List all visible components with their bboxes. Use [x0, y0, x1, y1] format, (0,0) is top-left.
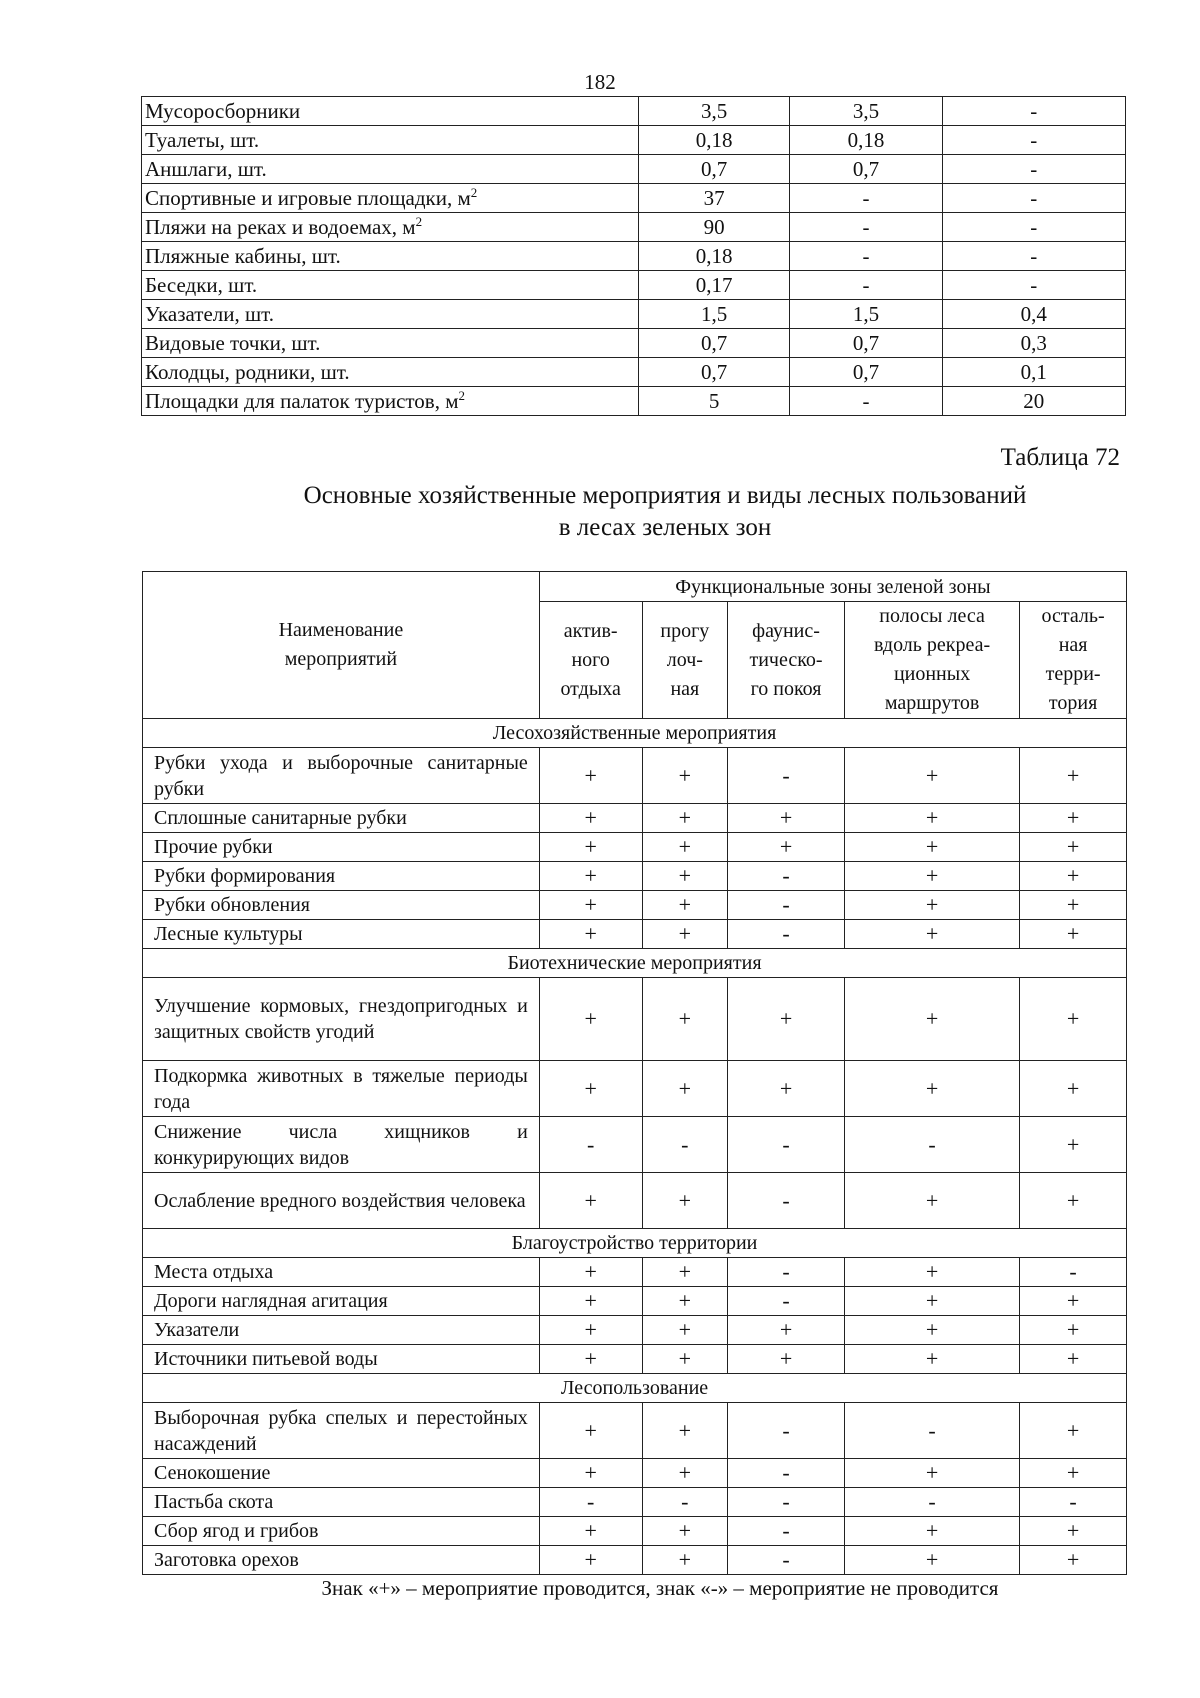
table-row — [142, 271, 1126, 300]
column-header-line: прогу — [660, 619, 710, 642]
activity-name: Источники питьевой воды — [143, 1345, 540, 1374]
mark-cell: + — [1020, 1517, 1127, 1546]
activity-name: Сбор ягод и грибов — [143, 1517, 540, 1546]
column-header-line: тическо- — [749, 648, 823, 671]
table-row — [143, 1345, 1127, 1374]
mark-cell: + — [844, 748, 1019, 804]
table-row — [143, 833, 1127, 862]
section-row — [143, 719, 1127, 748]
mark-cell: + — [642, 1061, 728, 1117]
row-name-text: Пляжи на реках и водоемах, м — [145, 215, 416, 239]
value-cell: 0,7 — [790, 358, 942, 387]
mark-cell: + — [1020, 862, 1127, 891]
mark-cell: + — [642, 804, 728, 833]
mark-cell: - — [642, 1488, 728, 1517]
value-cell: 3,5 — [639, 97, 790, 126]
mark-cell: + — [1020, 748, 1127, 804]
mark-cell: + — [642, 1258, 728, 1287]
mark-cell: - — [728, 1488, 845, 1517]
table-row — [143, 1258, 1127, 1287]
mark-cell: - — [539, 1117, 642, 1173]
column-header-line: лоч- — [666, 648, 703, 671]
row-name-text: Видовые точки, шт. — [145, 331, 321, 355]
value-cell: 0,18 — [790, 126, 942, 155]
column-header-line: вдоль рекреа- — [873, 634, 991, 656]
row-name — [142, 126, 639, 155]
value-cell: 1,5 — [639, 300, 790, 329]
equipment-table — [141, 96, 1126, 416]
row-name — [142, 358, 639, 387]
mark-cell: + — [642, 862, 728, 891]
value-cell: 90 — [639, 213, 790, 242]
row-name-text: Пляжные кабины, шт. — [145, 244, 341, 268]
value-cell: - — [790, 242, 942, 271]
mark-cell: + — [642, 978, 728, 1061]
table-row — [142, 300, 1126, 329]
value-cell: 0,7 — [790, 155, 942, 184]
table-row — [143, 1117, 1127, 1173]
mark-cell: + — [539, 1546, 642, 1575]
mark-cell: + — [539, 1287, 642, 1316]
column-header-line: го покоя — [750, 677, 822, 700]
value-cell: 3,5 — [790, 97, 942, 126]
mark-cell: + — [1020, 833, 1127, 862]
table-row — [143, 1173, 1127, 1229]
section-row — [143, 1229, 1127, 1258]
row-name — [142, 300, 639, 329]
activity-name: Рубки формирования — [143, 862, 540, 891]
mark-cell: + — [728, 804, 845, 833]
activity-name: Снижение числа хищников и конкурирующих видов — [143, 1117, 540, 1173]
mark-cell: + — [539, 920, 642, 949]
column-header — [1020, 602, 1127, 719]
mark-cell: + — [1020, 1287, 1127, 1316]
mark-cell: + — [539, 1061, 642, 1117]
table-row — [143, 891, 1127, 920]
column-header-line: тория — [1048, 692, 1098, 714]
mark-cell: + — [539, 804, 642, 833]
activity-name: Сенокошение — [143, 1459, 540, 1488]
mark-cell: + — [539, 748, 642, 804]
value-cell: 0,7 — [639, 155, 790, 184]
mark-cell: + — [539, 1403, 642, 1459]
mark-cell: + — [844, 1258, 1019, 1287]
table-row — [142, 97, 1126, 126]
table-row — [143, 1488, 1127, 1517]
table-row — [142, 126, 1126, 155]
mark-cell: + — [1020, 1117, 1127, 1173]
value-cell: 37 — [639, 184, 790, 213]
mark-cell: + — [642, 833, 728, 862]
activity-name: Пастьба скота — [143, 1488, 540, 1517]
section-row — [143, 949, 1127, 978]
value-cell: 0,4 — [942, 300, 1125, 329]
mark-cell: + — [642, 891, 728, 920]
mark-cell: - — [1020, 1488, 1127, 1517]
mark-cell: + — [844, 978, 1019, 1061]
table-row — [143, 1316, 1127, 1345]
value-cell: - — [790, 184, 942, 213]
table-row — [143, 1287, 1127, 1316]
mark-cell: + — [844, 1345, 1019, 1374]
mark-cell: + — [642, 920, 728, 949]
row-name-text: Туалеты, шт. — [145, 128, 260, 152]
value-cell: - — [942, 271, 1125, 300]
table-row — [143, 748, 1127, 804]
column-header-line: осталь- — [1041, 605, 1105, 627]
activity-name: Выборочная рубка спелых и перестойных насаждений — [143, 1403, 540, 1459]
value-cell: 0,7 — [639, 358, 790, 387]
row-name-text: Колодцы, родники, шт. — [145, 360, 350, 384]
row-name-text: Беседки, шт. — [145, 273, 258, 297]
row-name-text: Площадки для палаток туристов, м — [145, 389, 459, 413]
legend-note: Знак «+» – мероприятие проводится, знак «-» – мероприятие не проводится — [321, 1576, 999, 1600]
value-cell: 0,18 — [639, 126, 790, 155]
mark-cell: - — [1020, 1258, 1127, 1287]
row-name — [142, 155, 639, 184]
value-cell: - — [790, 271, 942, 300]
table-row — [142, 358, 1126, 387]
mark-cell: + — [1020, 804, 1127, 833]
mark-cell: + — [844, 1316, 1019, 1345]
value-cell: 0,1 — [942, 358, 1125, 387]
mark-cell: + — [1020, 1061, 1127, 1117]
mark-cell: + — [844, 920, 1019, 949]
mark-cell: + — [642, 1403, 728, 1459]
section-title: Биотехнические мероприятия — [143, 949, 1127, 978]
activity-name: Заготовка орехов — [143, 1546, 540, 1575]
value-cell: - — [790, 387, 942, 416]
table-row — [142, 329, 1126, 358]
column-header-line: ного — [571, 648, 610, 671]
row-name — [142, 242, 639, 271]
row-name-text: Спортивные и игровые площадки, м — [145, 186, 471, 210]
value-cell: 0,3 — [942, 329, 1125, 358]
mark-cell: + — [1020, 1316, 1127, 1345]
header-name: Наименование мероприятий — [278, 619, 404, 670]
unit-superscript: 2 — [470, 185, 478, 200]
row-name-text: Мусоросборники — [145, 99, 301, 123]
mark-cell: + — [1020, 1173, 1127, 1229]
column-header-line: фаунис- — [752, 619, 820, 642]
mark-cell: + — [728, 1316, 845, 1345]
mark-cell: - — [844, 1117, 1019, 1173]
value-cell: - — [942, 213, 1125, 242]
mark-cell: - — [642, 1117, 728, 1173]
mark-cell: - — [728, 1173, 845, 1229]
value-cell: 0,17 — [639, 271, 790, 300]
value-cell: - — [942, 97, 1125, 126]
unit-superscript: 2 — [415, 214, 423, 229]
column-header-line: ционных — [893, 663, 971, 685]
row-name-text: Указатели, шт. — [145, 302, 275, 326]
table-row — [142, 213, 1126, 242]
value-cell: 0,7 — [790, 329, 942, 358]
mark-cell: - — [728, 1403, 845, 1459]
mark-cell: + — [642, 1345, 728, 1374]
activity-name: Улучшение кормовых, гнездопригодных и защитных свойств угодий — [143, 978, 540, 1061]
table-row — [143, 920, 1127, 949]
mark-cell: + — [1020, 920, 1127, 949]
table-title — [0, 480, 1200, 544]
table-title-line-2: в лесах зеленых зон — [558, 514, 772, 541]
row-name — [142, 213, 639, 242]
mark-cell: - — [728, 1287, 845, 1316]
table-row — [142, 155, 1126, 184]
table-row — [142, 387, 1126, 416]
column-header-line: терри- — [1045, 663, 1101, 685]
mark-cell: - — [728, 1517, 845, 1546]
mark-cell: + — [642, 1173, 728, 1229]
mark-cell: + — [728, 833, 845, 862]
mark-cell: + — [539, 862, 642, 891]
value-cell: - — [790, 213, 942, 242]
table-row — [143, 978, 1127, 1061]
table-row — [142, 242, 1126, 271]
mark-cell: + — [844, 1546, 1019, 1575]
column-header-line: актив- — [563, 619, 618, 642]
column-header — [844, 602, 1019, 719]
table-title-line-1: Основные хозяйственные мероприятия и виды лесных пользований — [303, 482, 1027, 509]
mark-cell: + — [539, 1459, 642, 1488]
mark-cell: + — [642, 1459, 728, 1488]
activity-name: Рубки обновления — [143, 891, 540, 920]
value-cell: 0,18 — [639, 242, 790, 271]
mark-cell: + — [844, 862, 1019, 891]
column-header-line: ная — [670, 677, 700, 700]
mark-cell: + — [539, 1316, 642, 1345]
mark-cell: - — [728, 1117, 845, 1173]
mark-cell: + — [539, 1517, 642, 1546]
activity-name: Лесные культуры — [143, 920, 540, 949]
row-name — [142, 387, 639, 416]
column-header-line: маршрутов — [884, 692, 980, 714]
activity-name: Прочие рубки — [143, 833, 540, 862]
table-row — [143, 862, 1127, 891]
value-cell: - — [942, 184, 1125, 213]
mark-cell: - — [728, 1258, 845, 1287]
mark-cell: + — [642, 1287, 728, 1316]
table-row — [143, 1459, 1127, 1488]
mark-cell: + — [844, 1061, 1019, 1117]
mark-cell: + — [539, 1258, 642, 1287]
column-header-line: ная — [1058, 634, 1088, 656]
row-name-text: Аншлаги, шт. — [145, 157, 267, 181]
mark-cell: - — [728, 862, 845, 891]
mark-cell: - — [728, 748, 845, 804]
mark-cell: - — [539, 1488, 642, 1517]
activity-name: Ослабление вредного воздействия человека — [143, 1173, 540, 1229]
value-cell: - — [942, 126, 1125, 155]
table-row — [142, 184, 1126, 213]
value-cell: 0,7 — [639, 329, 790, 358]
mark-cell: + — [1020, 1546, 1127, 1575]
activity-name: Места отдыха — [143, 1258, 540, 1287]
value-cell: 20 — [942, 387, 1125, 416]
table-row — [143, 804, 1127, 833]
mark-cell: + — [642, 1546, 728, 1575]
column-header — [642, 602, 728, 719]
value-cell: - — [942, 242, 1125, 271]
mark-cell: + — [844, 1287, 1019, 1316]
mark-cell: + — [728, 978, 845, 1061]
activity-name: Сплошные санитарные рубки — [143, 804, 540, 833]
value-cell: - — [942, 155, 1125, 184]
mark-cell: + — [642, 1316, 728, 1345]
mark-cell: + — [1020, 1459, 1127, 1488]
mark-cell: + — [844, 1459, 1019, 1488]
mark-cell: + — [1020, 978, 1127, 1061]
column-header — [728, 602, 845, 719]
activities-table — [142, 571, 1127, 1575]
mark-cell: - — [728, 920, 845, 949]
header-group: Функциональные зоны зеленой зоны — [539, 572, 1126, 602]
page-number: 182 — [584, 70, 616, 94]
activity-name: Дороги наглядная агитация — [143, 1287, 540, 1316]
section-title: Лесопользование — [143, 1374, 1127, 1403]
column-header-line: отдыха — [560, 677, 621, 700]
mark-cell: + — [844, 891, 1019, 920]
mark-cell: + — [539, 1173, 642, 1229]
mark-cell: - — [728, 1459, 845, 1488]
header-name-cell — [143, 572, 540, 719]
table-row — [143, 1403, 1127, 1459]
value-cell: 1,5 — [790, 300, 942, 329]
row-name — [142, 97, 639, 126]
mark-cell: + — [728, 1345, 845, 1374]
mark-cell: + — [844, 833, 1019, 862]
mark-cell: + — [728, 1061, 845, 1117]
table-label: Таблица 72 — [1000, 444, 1120, 471]
mark-cell: + — [844, 1517, 1019, 1546]
mark-cell: - — [728, 1546, 845, 1575]
unit-superscript: 2 — [458, 388, 466, 403]
table-row — [143, 1517, 1127, 1546]
section-row — [143, 1374, 1127, 1403]
mark-cell: + — [1020, 891, 1127, 920]
mark-cell: + — [1020, 1345, 1127, 1374]
mark-cell: + — [642, 1517, 728, 1546]
mark-cell: - — [728, 891, 845, 920]
column-header — [539, 602, 642, 719]
row-name — [142, 329, 639, 358]
table-row — [143, 1061, 1127, 1117]
activity-name: Рубки ухода и выборочные санитарные рубки — [143, 748, 540, 804]
mark-cell: + — [844, 804, 1019, 833]
mark-cell: + — [539, 833, 642, 862]
mark-cell: + — [844, 1173, 1019, 1229]
mark-cell: + — [1020, 1403, 1127, 1459]
mark-cell: - — [844, 1488, 1019, 1517]
section-title: Лесохозяйственные мероприятия — [143, 719, 1127, 748]
mark-cell: + — [539, 1345, 642, 1374]
mark-cell: + — [642, 748, 728, 804]
value-cell: 5 — [639, 387, 790, 416]
row-name — [142, 184, 639, 213]
activity-name: Указатели — [143, 1316, 540, 1345]
mark-cell: + — [539, 891, 642, 920]
row-name — [142, 271, 639, 300]
activity-name: Подкормка животных в тяжелые периоды года — [143, 1061, 540, 1117]
mark-cell: + — [539, 978, 642, 1061]
column-header-line: полосы леса — [879, 605, 985, 627]
section-title: Благоустройство территории — [143, 1229, 1127, 1258]
table-row — [143, 1546, 1127, 1575]
mark-cell: - — [844, 1403, 1019, 1459]
